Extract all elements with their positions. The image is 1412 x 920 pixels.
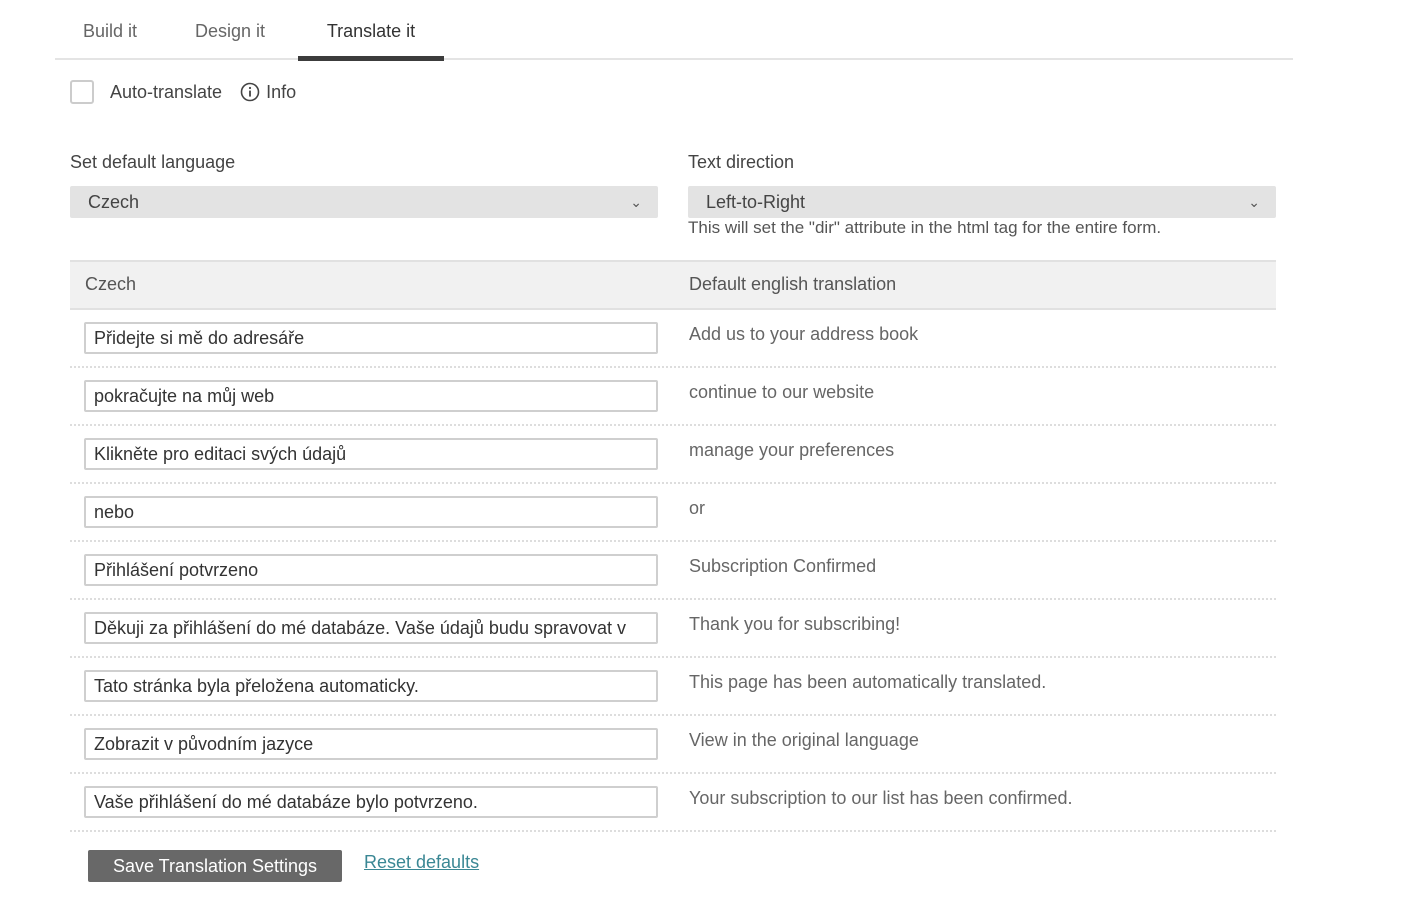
table-row xyxy=(70,368,1276,426)
info-link[interactable] xyxy=(240,82,296,103)
table-row xyxy=(70,484,1276,542)
translation-input[interactable] xyxy=(84,438,658,470)
default-english-text: Add us to your address book xyxy=(689,324,919,344)
chevron-down-icon: ⌄ xyxy=(630,194,642,210)
table-row xyxy=(70,716,1276,774)
table-row xyxy=(70,658,1276,716)
table-row xyxy=(70,600,1276,658)
text-direction-select[interactable] xyxy=(688,186,1276,218)
translation-input[interactable] xyxy=(84,322,658,354)
reset-defaults-link[interactable]: Reset defaults xyxy=(364,852,480,872)
default-english-text: This page has been automatically translated. xyxy=(689,672,1047,692)
auto-translate-row xyxy=(70,78,296,106)
table-row xyxy=(70,426,1276,484)
info-label: Info xyxy=(266,81,297,102)
table-row xyxy=(70,310,1276,368)
chevron-down-icon: ⌄ xyxy=(1248,194,1260,210)
text-direction-value: Left-to-Right xyxy=(706,192,806,212)
translation-input[interactable] xyxy=(84,728,658,760)
default-english-text: manage your preferences xyxy=(689,440,895,460)
column-header-czech: Czech xyxy=(85,274,137,294)
table-row xyxy=(70,774,1276,832)
table-row xyxy=(70,542,1276,600)
tab-build-it[interactable]: Build it xyxy=(82,21,138,41)
translation-input[interactable] xyxy=(84,496,658,528)
translation-input[interactable] xyxy=(84,786,658,818)
tab-translate-it[interactable]: Translate it xyxy=(298,0,444,61)
column-header-default: Default english translation xyxy=(689,274,897,294)
translation-input[interactable] xyxy=(84,554,658,586)
tab-design-it[interactable]: Design it xyxy=(194,21,266,41)
translation-input[interactable] xyxy=(84,670,658,702)
tab-bar xyxy=(55,0,1293,60)
default-english-text: Your subscription to our list has been confirmed. xyxy=(689,788,1073,808)
default-english-text: Subscription Confirmed xyxy=(689,556,877,576)
translation-input[interactable] xyxy=(84,380,658,412)
default-english-text: continue to our website xyxy=(689,382,875,402)
default-language-select[interactable] xyxy=(70,186,658,218)
default-language-value: Czech xyxy=(88,192,140,212)
default-english-text: View in the original language xyxy=(689,730,919,750)
translation-input[interactable] xyxy=(84,612,658,644)
default-english-text: or xyxy=(689,498,706,518)
info-circle-icon xyxy=(240,82,260,102)
translation-table-header xyxy=(70,260,1276,310)
default-language-label: Set default language xyxy=(70,152,236,172)
save-translation-settings-button[interactable]: Save Translation Settings xyxy=(88,850,342,882)
auto-translate-checkbox[interactable] xyxy=(70,80,94,104)
auto-translate-label: Auto-translate xyxy=(110,81,223,102)
text-direction-label: Text direction xyxy=(688,152,795,172)
default-english-text: Thank you for subscribing! xyxy=(689,614,901,634)
text-direction-help: This will set the "dir" attribute in the html tag for the entire form. xyxy=(688,218,1162,237)
